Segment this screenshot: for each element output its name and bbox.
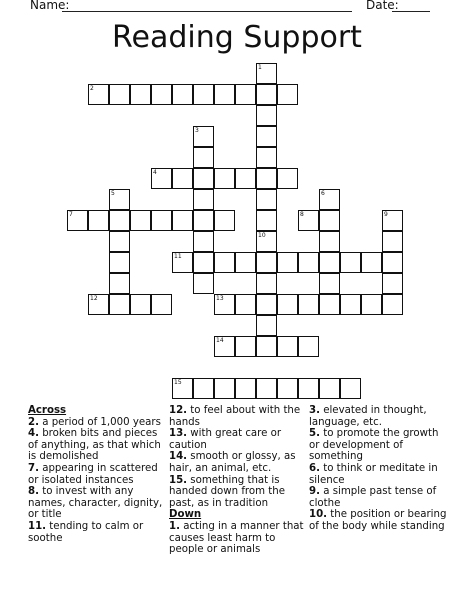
- clue-number: 2.: [28, 416, 39, 428]
- grid-cell[interactable]: [340, 378, 361, 399]
- clue-number: 11: [174, 253, 182, 260]
- across-heading: Across: [28, 405, 67, 416]
- grid-cell[interactable]: [88, 294, 109, 315]
- clue-item: [169, 428, 305, 451]
- grid-cell[interactable]: [277, 252, 298, 273]
- grid-cell[interactable]: [277, 378, 298, 399]
- grid-cell[interactable]: [256, 147, 277, 168]
- clue-text: a simple past tense of clothe: [309, 486, 437, 509]
- clue-number: 10: [258, 232, 266, 239]
- grid-cell[interactable]: [319, 231, 340, 252]
- grid-cell[interactable]: [151, 294, 172, 315]
- clue-number: 9.: [309, 486, 320, 498]
- grid-cell[interactable]: [382, 294, 403, 315]
- clue-item: [28, 521, 164, 544]
- grid-cell[interactable]: [214, 336, 235, 357]
- clue-number: 13: [216, 295, 224, 302]
- clue-number: 5.: [309, 428, 320, 440]
- grid-cell[interactable]: [109, 189, 130, 210]
- clue-item: [28, 428, 164, 463]
- date-label: Date:: [366, 0, 399, 12]
- clue-item: [28, 417, 164, 429]
- grid-cell[interactable]: [235, 336, 256, 357]
- clue-number: 14.: [169, 451, 188, 463]
- clue-text: the position or bearing of the body while standing: [309, 509, 447, 532]
- grid-cell[interactable]: [382, 252, 403, 273]
- clue-item: [28, 463, 164, 486]
- clue-number: 15.: [169, 474, 188, 486]
- grid-cell[interactable]: [256, 189, 277, 210]
- grid-cell[interactable]: [130, 84, 151, 105]
- clue-item: [309, 463, 449, 486]
- grid-cell[interactable]: [319, 210, 340, 231]
- grid-cell[interactable]: [235, 294, 256, 315]
- grid-cell[interactable]: [277, 336, 298, 357]
- grid-cell[interactable]: [88, 210, 109, 231]
- grid-cell[interactable]: [109, 84, 130, 105]
- grid-cell[interactable]: [214, 84, 235, 105]
- clue-item: [169, 521, 305, 556]
- clue-number: 12.: [169, 405, 188, 416]
- grid-cell[interactable]: [172, 210, 193, 231]
- clue-text: something that is handed down from the past, as in tradition: [169, 474, 285, 509]
- grid-cell[interactable]: [319, 294, 340, 315]
- clue-number: 1.: [169, 520, 180, 532]
- grid-cell[interactable]: [193, 210, 214, 231]
- grid-cell[interactable]: [298, 252, 319, 273]
- grid-cell[interactable]: [172, 168, 193, 189]
- clue-number: 8: [300, 211, 304, 218]
- grid-cell[interactable]: [193, 231, 214, 252]
- grid-cell[interactable]: [172, 84, 193, 105]
- clue-number: 7: [69, 211, 73, 218]
- grid-cell[interactable]: [235, 252, 256, 273]
- grid-cell[interactable]: [109, 231, 130, 252]
- grid-cell[interactable]: [109, 210, 130, 231]
- page-title: Reading Support: [112, 20, 362, 55]
- clue-number: 12: [90, 295, 98, 302]
- grid-cell[interactable]: [256, 63, 277, 84]
- grid-cell[interactable]: [298, 336, 319, 357]
- clue-number: 10.: [309, 509, 328, 521]
- grid-cell[interactable]: [277, 168, 298, 189]
- clue-number: 3: [195, 127, 199, 134]
- grid-cell[interactable]: [319, 378, 340, 399]
- clue-number: 4.: [28, 428, 39, 440]
- name-label: Name:: [30, 0, 70, 12]
- grid-cell[interactable]: [88, 84, 109, 105]
- grid-cell[interactable]: [256, 294, 277, 315]
- grid-cell[interactable]: [256, 126, 277, 147]
- clue-text: acting in a manner that causes least harm to people or animals: [169, 520, 304, 556]
- clue-column-2: [169, 405, 305, 556]
- clue-number: 7.: [28, 462, 39, 474]
- clue-item: [169, 405, 305, 428]
- clue-number: 15: [174, 379, 182, 386]
- clue-text: smooth or glossy, as hair, an animal, etc.: [169, 451, 296, 474]
- grid-cell[interactable]: [256, 378, 277, 399]
- grid-cell[interactable]: [151, 210, 172, 231]
- grid-cell[interactable]: [256, 105, 277, 126]
- grid-cell[interactable]: [256, 210, 277, 231]
- grid-cell[interactable]: [256, 315, 277, 336]
- clue-text: to invest with any names, character, dignity, or title: [28, 486, 163, 521]
- clue-number: 2: [90, 85, 94, 92]
- clue-number: 5: [111, 190, 115, 197]
- grid-cell[interactable]: [298, 210, 319, 231]
- clue-text: a period of 1,000 years: [38, 416, 161, 428]
- clue-item: [169, 451, 305, 474]
- clue-column-3: [309, 405, 449, 533]
- grid-cell[interactable]: [256, 231, 277, 252]
- clue-text: broken bits and pieces of anything, as that which is demolished: [28, 428, 161, 463]
- clue-number: 8.: [28, 486, 39, 498]
- clue-text: to promote the growth or development of something: [309, 428, 439, 463]
- grid-cell[interactable]: [256, 168, 277, 189]
- clue-number: 3.: [309, 405, 320, 416]
- clue-number: 4: [153, 169, 157, 176]
- clue-text: appearing in scattered or isolated instances: [28, 462, 158, 486]
- grid-cell[interactable]: [256, 273, 277, 294]
- clue-text: to feel about with the hands: [169, 405, 301, 428]
- grid-cell[interactable]: [319, 273, 340, 294]
- grid-cell[interactable]: [193, 189, 214, 210]
- grid-cell[interactable]: [193, 147, 214, 168]
- clue-item: [309, 405, 449, 428]
- grid-cell[interactable]: [109, 252, 130, 273]
- grid-cell[interactable]: [382, 273, 403, 294]
- clue-number: 6: [321, 190, 325, 197]
- grid-cell[interactable]: [256, 336, 277, 357]
- grid-cell[interactable]: [235, 378, 256, 399]
- grid-cell[interactable]: [340, 252, 361, 273]
- grid-cell[interactable]: [235, 168, 256, 189]
- grid-cell[interactable]: [151, 168, 172, 189]
- grid-cell[interactable]: [235, 84, 256, 105]
- grid-cell[interactable]: [382, 231, 403, 252]
- grid-cell[interactable]: [319, 189, 340, 210]
- grid-cell[interactable]: [193, 126, 214, 147]
- grid-cell[interactable]: [340, 294, 361, 315]
- clue-number: 14: [216, 337, 224, 344]
- grid-cell[interactable]: [193, 84, 214, 105]
- grid-cell[interactable]: [214, 210, 235, 231]
- grid-cell[interactable]: [130, 210, 151, 231]
- grid-cell[interactable]: [193, 252, 214, 273]
- grid-cell[interactable]: [109, 294, 130, 315]
- grid-cell[interactable]: [256, 84, 277, 105]
- down-heading: Down: [169, 509, 202, 521]
- grid-cell[interactable]: [277, 84, 298, 105]
- grid-cell[interactable]: [319, 252, 340, 273]
- grid-cell[interactable]: [214, 378, 235, 399]
- clue-item: [169, 475, 305, 510]
- clues-section: [0, 405, 474, 613]
- clue-column-1: [28, 405, 164, 544]
- clue-number: 11.: [28, 520, 47, 532]
- grid-cell[interactable]: [214, 168, 235, 189]
- grid-cell[interactable]: [361, 252, 382, 273]
- clue-item: [309, 428, 449, 463]
- grid-cell[interactable]: [256, 252, 277, 273]
- clue-item: [309, 509, 449, 532]
- grid-cell[interactable]: [298, 378, 319, 399]
- clue-number: 13.: [169, 428, 188, 440]
- clue-text: with great care or caution: [169, 428, 282, 451]
- grid-cell[interactable]: [130, 294, 151, 315]
- clue-item: [309, 486, 449, 509]
- grid-cell[interactable]: [109, 273, 130, 294]
- grid-cell[interactable]: [277, 294, 298, 315]
- grid-cell[interactable]: [382, 210, 403, 231]
- clue-text: elevated in thought, language, etc.: [309, 405, 427, 428]
- grid-cell[interactable]: [361, 294, 382, 315]
- grid-cell[interactable]: [193, 168, 214, 189]
- clue-text: tending to calm or soothe: [28, 520, 144, 544]
- clue-number: 1: [258, 64, 262, 71]
- clue-number: 6.: [309, 462, 320, 474]
- grid-cell[interactable]: [172, 378, 193, 399]
- grid-cell[interactable]: [214, 294, 235, 315]
- clue-text: to think or meditate in silence: [309, 462, 438, 486]
- grid-cell[interactable]: [172, 252, 193, 273]
- grid-cell[interactable]: [67, 210, 88, 231]
- grid-cell[interactable]: [151, 84, 172, 105]
- grid-cell[interactable]: [298, 294, 319, 315]
- grid-cell[interactable]: [193, 378, 214, 399]
- clue-item: [28, 486, 164, 521]
- grid-cell[interactable]: [214, 252, 235, 273]
- grid-cell[interactable]: [193, 273, 214, 294]
- clue-number: 9: [384, 211, 388, 218]
